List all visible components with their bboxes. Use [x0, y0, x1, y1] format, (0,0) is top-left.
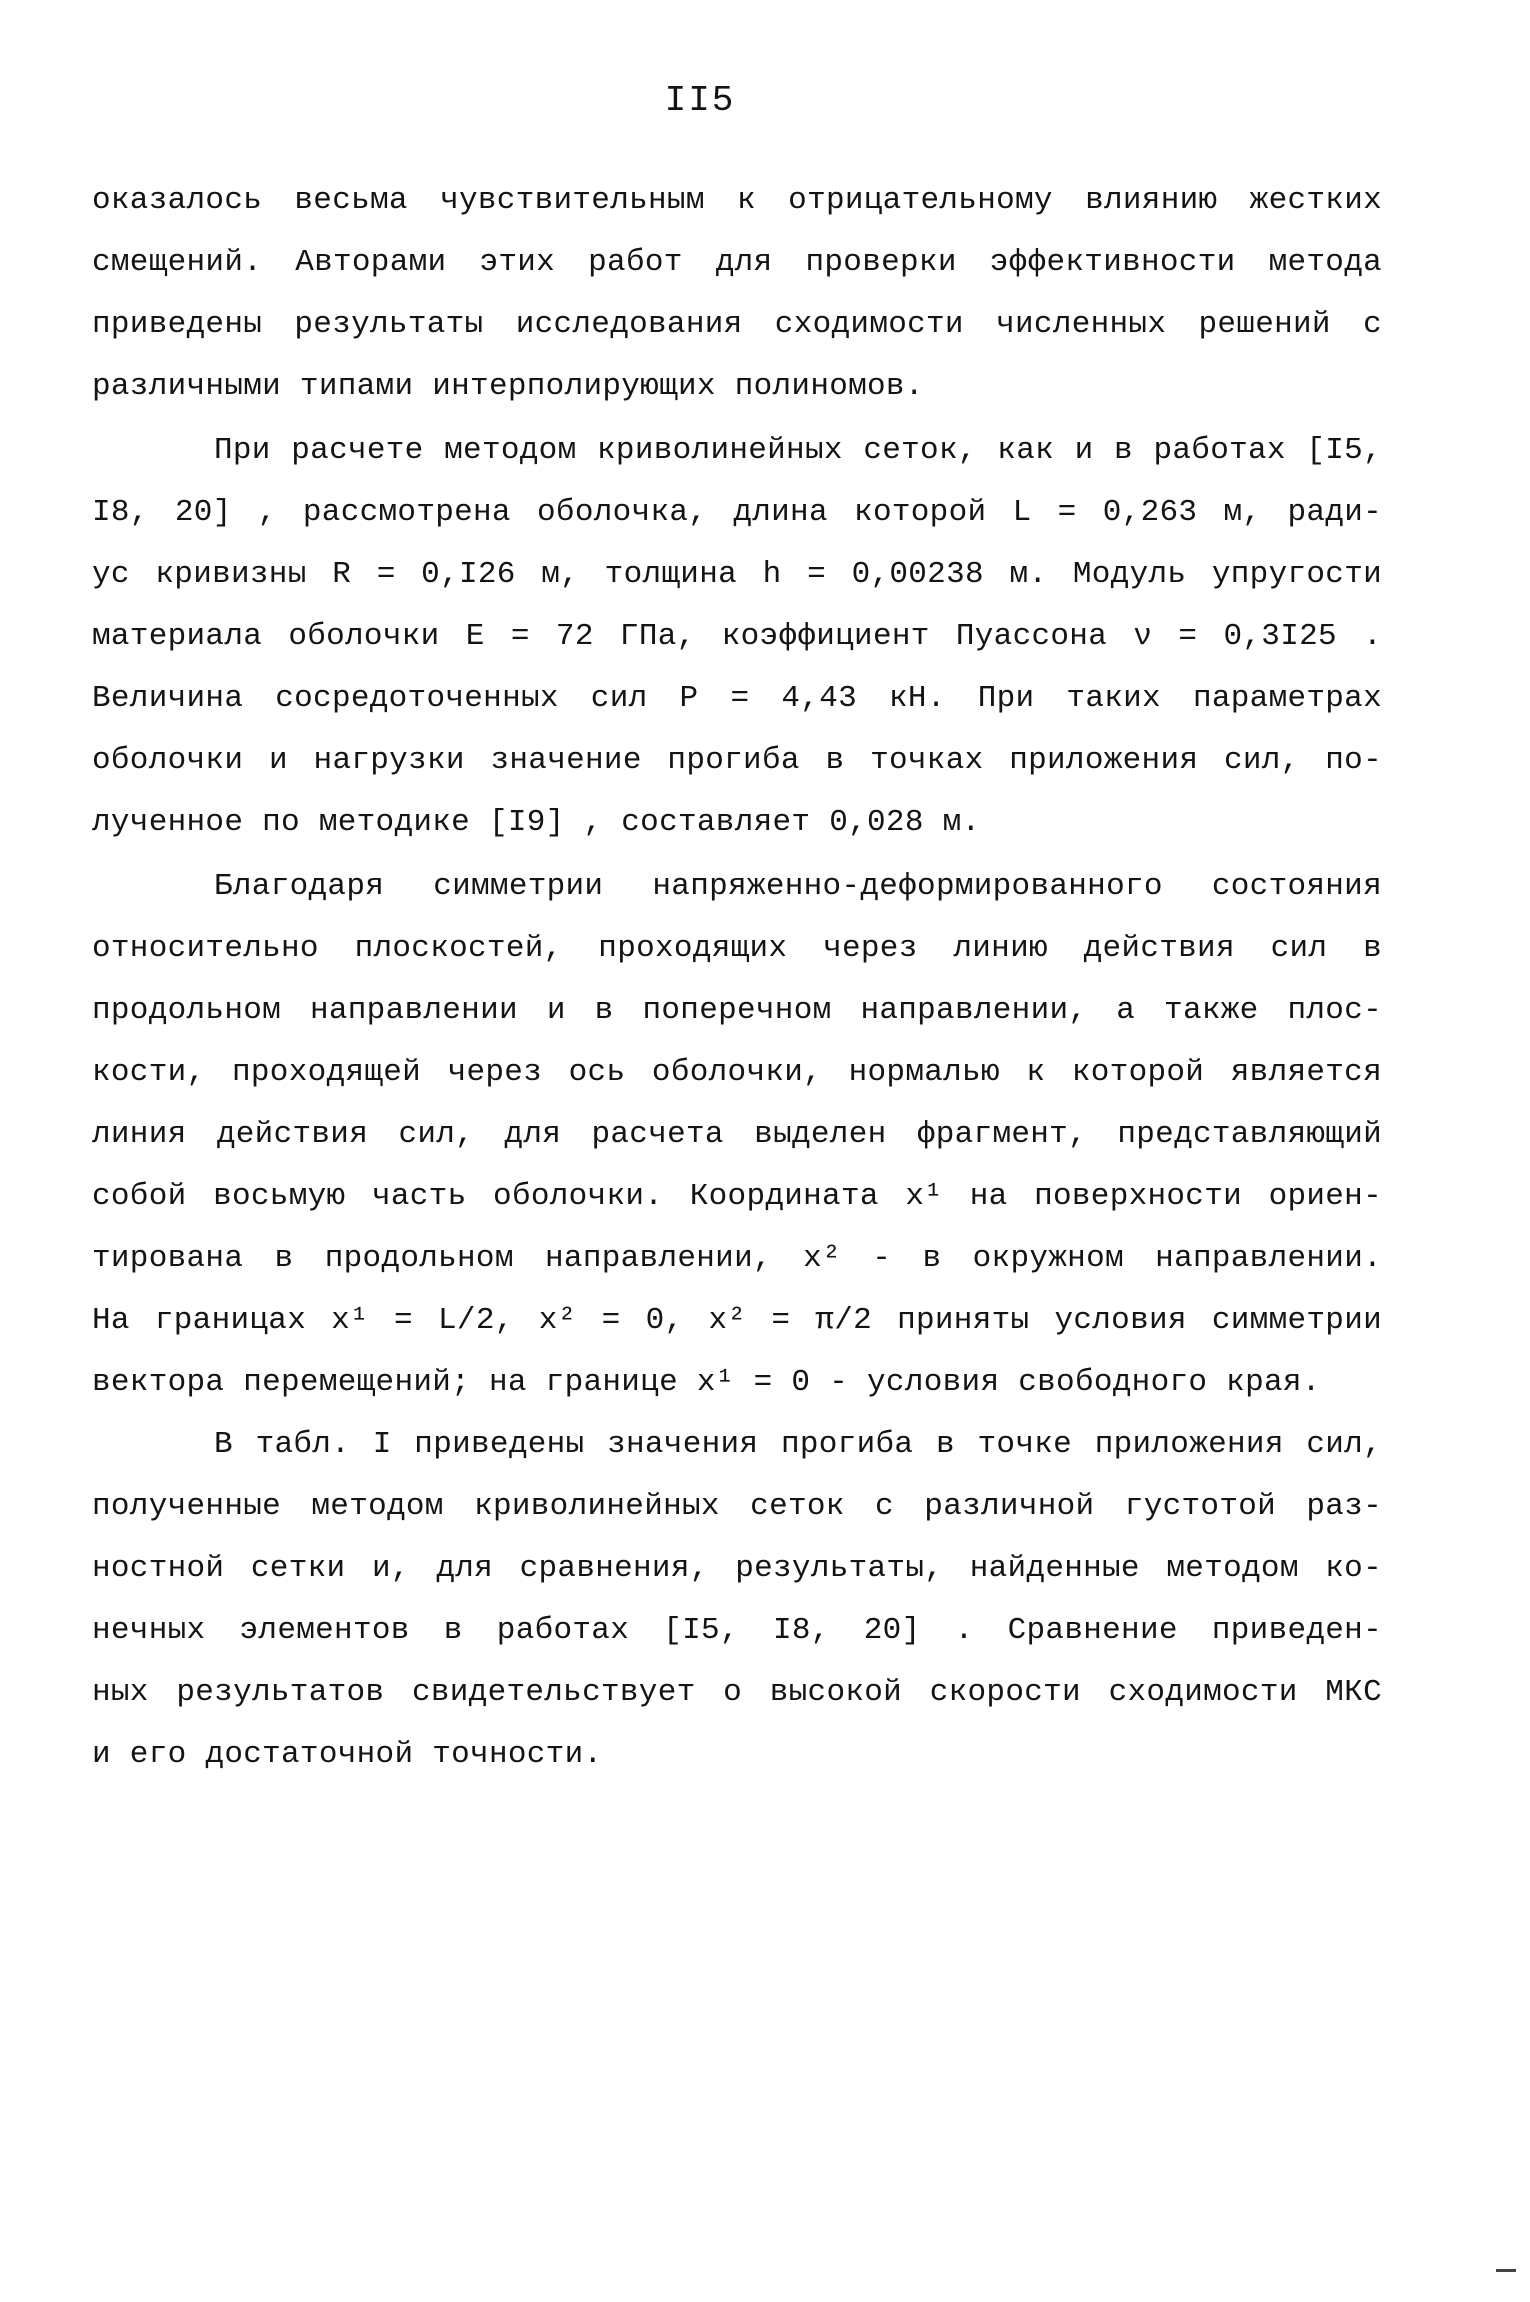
- text-line: тирована в продольном направлении, x² - в окружном направлении.: [92, 1241, 1382, 1276]
- text-line: материала оболочки E = 72 ГПа, коэффициент Пуассона ν = 0,3I25 .: [92, 619, 1382, 654]
- text-line: относительно плоскостей, проходящих через линию действия сил в: [92, 931, 1382, 966]
- text-line: продольном направлении и в поперечном направлении, а также плос-: [92, 993, 1382, 1028]
- text-line: I8, 20] , рассмотрена оболочка, длина которой L = 0,263 м, ради-: [92, 495, 1382, 530]
- text-line: При расчете методом криволинейных сеток, как и в работах [I5,: [214, 433, 1382, 468]
- paragraph-3: [92, 856, 1382, 1414]
- text-line: приведены результаты исследования сходимости численных решений с: [92, 307, 1382, 342]
- text-line: Величина сосредоточенных сил P = 4,43 кН. При таких параметрах: [92, 681, 1382, 716]
- text-line: собой восьмую часть оболочки. Координата x¹ на поверхности ориен-: [92, 1179, 1382, 1214]
- page-number: II5: [664, 80, 736, 121]
- text-line: ностной сетки и, для сравнения, результаты, найденные методом ко-: [92, 1551, 1382, 1586]
- text-line: линия действия сил, для расчета выделен фрагмент, представляющий: [92, 1117, 1382, 1152]
- text-line: Благодаря симметрии напряженно-деформированного состояния: [214, 869, 1382, 904]
- text-line: различными типами интерполирующих полиномов.: [92, 369, 924, 404]
- text-line: нечных элементов в работах [I5, I8, 20] . Сравнение приведен-: [92, 1613, 1382, 1648]
- text-line: На границах x¹ = L/2, x² = 0, x² = π/2 приняты условия симметрии: [92, 1303, 1382, 1338]
- text-line: лученное по методике [I9] , составляет 0,028 м.: [92, 805, 981, 840]
- text-line: оболочки и нагрузки значение прогиба в точках приложения сил, по-: [92, 743, 1382, 778]
- paragraph-1: [92, 170, 1382, 418]
- text-line: вектора перемещений; на границе x¹ = 0 - условия свободного края.: [92, 1365, 1321, 1400]
- text-line: В табл. I приведены значения прогиба в точке приложения сил,: [214, 1427, 1382, 1462]
- text-line: и его достаточной точности.: [92, 1737, 603, 1772]
- text-line: кости, проходящей через ось оболочки, нормалью к которой является: [92, 1055, 1382, 1090]
- paragraph-4: [92, 1414, 1382, 1786]
- text-line: смещений. Авторами этих работ для проверки эффективности метода: [92, 245, 1382, 280]
- text-line: оказалось весьма чувствительным к отрицательному влиянию жестких: [92, 183, 1382, 218]
- paragraph-2: [92, 420, 1382, 854]
- text-line: ус кривизны R = 0,I26 м, толщина h = 0,00238 м. Модуль упругости: [92, 557, 1382, 592]
- text-line: ных результатов свидетельствует о высокой скорости сходимости МКС: [92, 1675, 1382, 1710]
- text-line: полученные методом криволинейных сеток с различной густотой раз-: [92, 1489, 1382, 1524]
- scan-edge-mark: [1496, 2269, 1516, 2272]
